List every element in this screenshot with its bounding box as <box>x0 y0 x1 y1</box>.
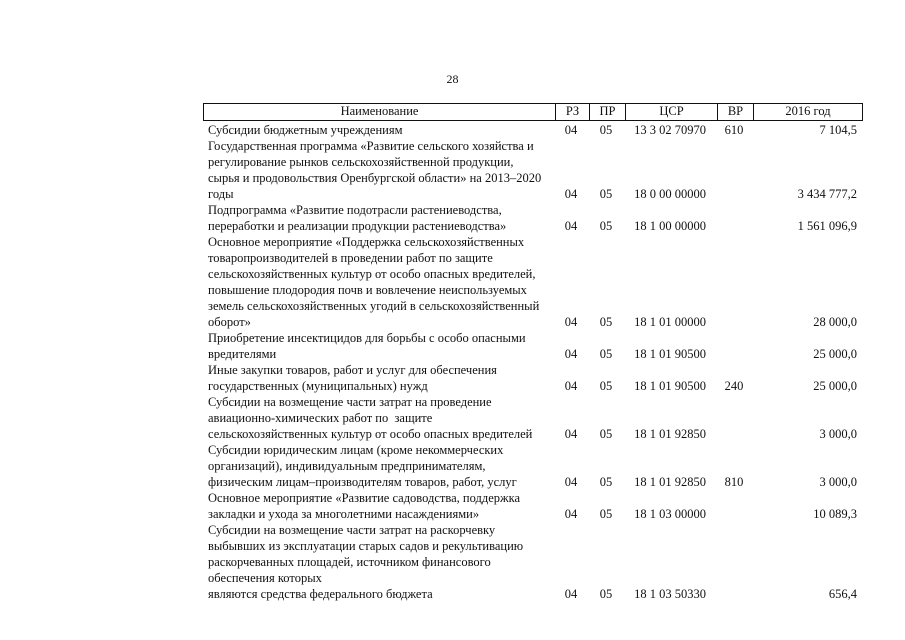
row-sum: 656,4 <box>828 587 857 601</box>
table-row <box>203 202 863 234</box>
row-rz: 04 <box>564 187 578 201</box>
row-pr: 05 <box>599 123 613 137</box>
table-row <box>203 330 863 362</box>
row-sum: 3 434 777,2 <box>797 187 857 201</box>
row-vr: 240 <box>724 379 744 393</box>
page-number: 28 <box>446 72 459 86</box>
row-name: Приобретение инсектицидов для борьбы с особо опасными вредителями <box>208 331 526 361</box>
row-pr: 05 <box>599 379 613 393</box>
row-name: Субсидии на возмещение части затрат на раскорчевку выбывших из эксплуатации старых садов и рекультивацию раскорчеванных площадей, источником финансового обеспечения которых являются средства федерального бюджета <box>208 523 524 601</box>
row-rz: 04 <box>564 123 578 137</box>
table-row <box>203 394 863 442</box>
header-pr: ПР <box>589 104 625 120</box>
header-csr: ЦСР <box>625 104 717 120</box>
row-pr: 05 <box>599 475 613 489</box>
budget-table <box>203 103 863 602</box>
row-rz: 04 <box>564 347 578 361</box>
row-name: Субсидии бюджетным учреждениям <box>208 123 403 137</box>
row-name: Государственная программа «Развитие сельского хозяйства и регулирование рынков сельскохозяйственной продукции, сырья и продовольствия Оренбургской области» на 2013–2020 годы <box>208 139 542 201</box>
row-csr: 18 1 01 92850 <box>634 427 706 441</box>
header-vr: ВР <box>717 104 753 120</box>
header-year: 2016 год <box>753 104 862 120</box>
row-pr: 05 <box>599 587 613 601</box>
row-rz: 04 <box>564 379 578 393</box>
row-sum: 28 000,0 <box>813 315 857 329</box>
row-pr: 05 <box>599 315 613 329</box>
table-row <box>203 522 863 602</box>
row-rz: 04 <box>564 427 578 441</box>
row-sum: 25 000,0 <box>813 379 857 393</box>
row-pr: 05 <box>599 219 613 233</box>
row-name: Подпрограмма «Развитие подотрасли растениеводства, переработки и реализации продукции растениеводства» <box>208 203 507 233</box>
row-pr: 05 <box>599 347 613 361</box>
row-sum: 7 104,5 <box>819 123 857 137</box>
row-sum: 3 000,0 <box>819 427 857 441</box>
row-name: Основное мероприятие «Поддержка сельскохозяйственных товаропроизводителей в проведении работ по защите сельскохозяйственных культур от особо опасных вредителей, повышение плодородия почв и вовлечение неиспользуемых земель сельскохозяйственных угодий в сельскохозяйственный оборот» <box>208 235 540 329</box>
row-rz: 04 <box>564 219 578 233</box>
row-vr: 810 <box>724 475 744 489</box>
row-name: Основное мероприятие «Развитие садоводства, поддержка закладки и ухода за многолетними насаждениями» <box>208 491 521 521</box>
row-rz: 04 <box>564 475 578 489</box>
row-csr: 18 1 01 92850 <box>634 475 706 489</box>
row-name: Иные закупки товаров, работ и услуг для обеспечения государственных (муниципальных) нужд <box>208 363 497 393</box>
row-pr: 05 <box>599 187 613 201</box>
row-csr: 18 1 00 00000 <box>634 219 706 233</box>
row-rz: 04 <box>564 507 578 521</box>
table-row <box>203 138 863 202</box>
row-csr: 18 0 00 00000 <box>634 187 706 201</box>
row-name: Субсидии на возмещение части затрат на проведение авиационно-химических работ по защите сельскохозяйственных культур от особо опасных вредителей <box>208 395 533 441</box>
row-csr: 18 1 03 00000 <box>634 507 706 521</box>
row-csr: 18 1 01 00000 <box>634 315 706 329</box>
row-csr: 18 1 03 50330 <box>634 587 706 601</box>
row-sum: 25 000,0 <box>813 347 857 361</box>
header-name: Наименование <box>340 104 419 118</box>
row-vr: 610 <box>724 123 744 137</box>
table-row <box>203 442 863 490</box>
row-pr: 05 <box>599 507 613 521</box>
row-sum: 1 561 096,9 <box>797 219 857 233</box>
row-rz: 04 <box>564 315 578 329</box>
row-csr: 18 1 01 90500 <box>634 347 706 361</box>
row-sum: 3 000,0 <box>819 475 857 489</box>
table-body <box>203 121 863 602</box>
row-name: Субсидии юридическим лицам (кроме некоммерческих организаций), индивидуальным предпринимателям, физическим лицам–производителям товаров, работ, услуг <box>208 443 517 489</box>
row-csr: 13 3 02 70970 <box>634 123 706 137</box>
table-row <box>203 122 863 138</box>
table-row <box>203 362 863 394</box>
row-csr: 18 1 01 90500 <box>634 379 706 393</box>
row-pr: 05 <box>599 427 613 441</box>
row-sum: 10 089,3 <box>813 507 857 521</box>
table-row <box>203 234 863 330</box>
table-row <box>203 490 863 522</box>
header-rz: РЗ <box>555 104 589 120</box>
row-rz: 04 <box>564 587 578 601</box>
table-header <box>203 103 863 121</box>
